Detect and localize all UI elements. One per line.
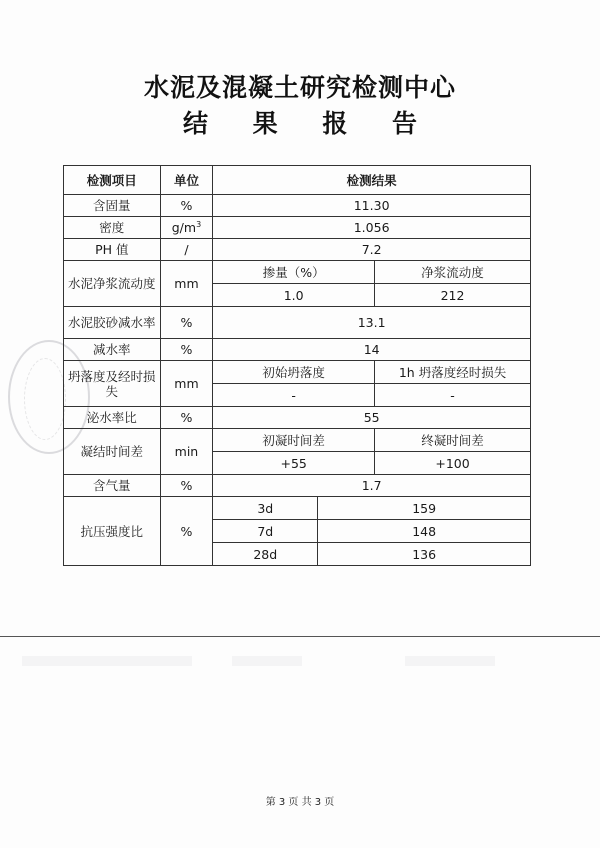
row-item: 泌水率比 xyxy=(64,407,161,429)
table-row xyxy=(64,475,531,497)
unit-superscript: 3 xyxy=(196,219,202,229)
faint-signature-area xyxy=(405,656,495,666)
row-value: 55 xyxy=(213,407,531,429)
row-unit: min xyxy=(160,429,213,475)
table-row xyxy=(64,407,531,429)
sub-value: 1.0 xyxy=(213,284,375,307)
age-value: 136 xyxy=(318,543,531,566)
row-unit: / xyxy=(160,239,213,261)
sub-header: 掺量（%） xyxy=(213,261,375,284)
row-value: 1.056 xyxy=(213,217,531,239)
row-item: 水泥净浆流动度 xyxy=(64,261,161,307)
row-item: PH 值 xyxy=(64,239,161,261)
row-unit: mm xyxy=(160,261,213,307)
row-unit: % xyxy=(160,307,213,339)
row-item: 减水率 xyxy=(64,339,161,361)
row-item: 含气量 xyxy=(64,475,161,497)
table-row xyxy=(64,217,531,239)
table-row xyxy=(64,339,531,361)
row-unit: % xyxy=(160,475,213,497)
header-result: 检测结果 xyxy=(213,166,531,195)
sub-value: 212 xyxy=(375,284,531,307)
faint-signature-area xyxy=(22,656,192,666)
row-item: 水泥胶砂减水率 xyxy=(64,307,161,339)
row-item: 抗压强度比 xyxy=(64,497,161,566)
unit-base: g/m xyxy=(171,220,197,235)
header-unit: 单位 xyxy=(160,166,213,195)
sub-header: 初始坍落度 xyxy=(213,361,375,384)
faint-stamp-inner-icon xyxy=(24,358,66,440)
age-label: 7d xyxy=(213,520,318,543)
table-row xyxy=(64,195,531,217)
row-value: 11.30 xyxy=(213,195,531,217)
age-value: 159 xyxy=(318,497,531,520)
row-unit: % xyxy=(160,497,213,566)
header-item: 检测项目 xyxy=(64,166,161,195)
table-row xyxy=(64,261,531,284)
age-value: 148 xyxy=(318,520,531,543)
sub-value: +100 xyxy=(375,452,531,475)
age-label: 28d xyxy=(213,543,318,566)
report-title: 结 果 报 告 xyxy=(182,109,436,138)
row-value: 13.1 xyxy=(213,307,531,339)
faint-signature-area xyxy=(232,656,302,666)
results-table xyxy=(63,165,531,566)
table-row xyxy=(64,239,531,261)
row-unit: % xyxy=(160,339,213,361)
row-item: 含固量 xyxy=(64,195,161,217)
row-unit: % xyxy=(160,407,213,429)
sub-value: - xyxy=(375,384,531,407)
row-item: 坍落度及经时损失 xyxy=(64,361,161,407)
sub-header: 净浆流动度 xyxy=(375,261,531,284)
age-label: 3d xyxy=(213,497,318,520)
sub-value: +55 xyxy=(213,452,375,475)
page-number: 第 3 页 共 3 页 xyxy=(265,797,335,808)
row-item: 密度 xyxy=(64,217,161,239)
row-unit xyxy=(160,217,213,239)
sub-header: 终凝时间差 xyxy=(375,429,531,452)
divider-line xyxy=(0,636,600,637)
row-value: 1.7 xyxy=(213,475,531,497)
row-value: 14 xyxy=(213,339,531,361)
sub-header: 初凝时间差 xyxy=(213,429,375,452)
sub-header: 1h 坍落度经时损失 xyxy=(375,361,531,384)
table-row xyxy=(64,429,531,452)
organization-title: 水泥及混凝土研究检测中心 xyxy=(143,73,456,102)
row-unit: mm xyxy=(160,361,213,407)
row-unit: % xyxy=(160,195,213,217)
sub-value: - xyxy=(213,384,375,407)
row-value: 7.2 xyxy=(213,239,531,261)
table-row xyxy=(64,307,531,339)
table-row xyxy=(64,497,531,520)
table-row xyxy=(64,361,531,384)
row-item: 凝结时间差 xyxy=(64,429,161,475)
table-header-row xyxy=(64,166,531,195)
